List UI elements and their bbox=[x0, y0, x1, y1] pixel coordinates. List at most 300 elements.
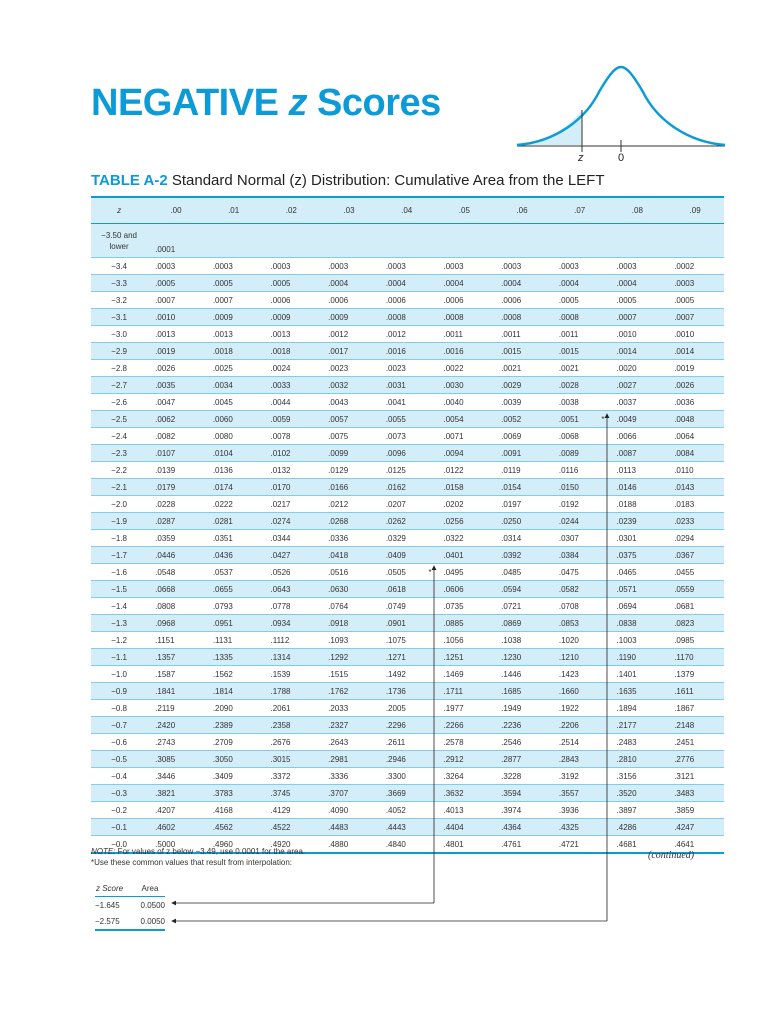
table-row bbox=[91, 649, 724, 666]
table-cell bbox=[205, 615, 263, 632]
table-cell bbox=[493, 360, 551, 377]
cell-value: .3015 bbox=[270, 754, 291, 764]
table-cell bbox=[205, 683, 263, 700]
cell-value: .0571 bbox=[616, 584, 637, 594]
cell-value: .0344 bbox=[270, 533, 291, 543]
cell-value: .4364 bbox=[501, 822, 522, 832]
cell-value: .4286 bbox=[616, 822, 637, 832]
zero-label: 0 bbox=[618, 152, 625, 164]
cell-value: .0427 bbox=[270, 550, 291, 560]
cell-value: .0007 bbox=[155, 295, 176, 305]
table-cell bbox=[436, 496, 494, 513]
table-cell bbox=[262, 479, 320, 496]
table-cell bbox=[147, 411, 205, 428]
cell-value: .3336 bbox=[328, 771, 349, 781]
table-cell bbox=[493, 666, 551, 683]
cell-value: .2743 bbox=[155, 737, 176, 747]
table-row bbox=[91, 615, 724, 632]
row-z: −2.0 bbox=[91, 496, 147, 513]
cell-value: .0064 bbox=[674, 431, 695, 441]
table-cell bbox=[147, 819, 205, 836]
cell-value: .0012 bbox=[328, 329, 349, 339]
row-z: −1.4 bbox=[91, 598, 147, 615]
cell-value: .0113 bbox=[616, 465, 636, 475]
table-cell bbox=[147, 547, 205, 564]
cell-value: .1587 bbox=[155, 669, 176, 679]
cell-value: .0132 bbox=[270, 465, 291, 475]
cell-value: .1151 bbox=[155, 635, 175, 645]
cell-value: .0089 bbox=[558, 448, 579, 458]
row-z: −2.8 bbox=[91, 360, 147, 377]
table-cell bbox=[262, 258, 320, 275]
table-cell bbox=[147, 309, 205, 326]
row-z: −2.6 bbox=[91, 394, 147, 411]
table-cell bbox=[205, 530, 263, 547]
cell-value: .2148 bbox=[674, 720, 695, 730]
table-row bbox=[91, 819, 724, 836]
table-cell bbox=[609, 411, 667, 428]
table-cell bbox=[436, 275, 494, 292]
table-cell bbox=[320, 360, 378, 377]
table-cell bbox=[205, 479, 263, 496]
table-cell bbox=[436, 343, 494, 360]
cell-value: .0062 bbox=[155, 414, 176, 424]
cell-value: .4562 bbox=[212, 822, 233, 832]
cell-value: .4090 bbox=[328, 805, 349, 815]
cell-value: .0233 bbox=[674, 516, 695, 526]
table-cell bbox=[666, 428, 724, 445]
table-cell bbox=[436, 751, 494, 768]
table-cell bbox=[436, 292, 494, 309]
cell-value: .0044 bbox=[270, 397, 291, 407]
table-cell bbox=[147, 734, 205, 751]
table-cell bbox=[320, 564, 378, 581]
cell-value: .0192 bbox=[558, 499, 579, 509]
cell-value: .0537 bbox=[212, 567, 233, 577]
cell-value: .1762 bbox=[328, 686, 349, 696]
cell-value: .0136 bbox=[212, 465, 233, 475]
table-row bbox=[91, 768, 724, 785]
table-cell bbox=[262, 683, 320, 700]
table-cell bbox=[378, 785, 436, 802]
row-z: −0.5 bbox=[91, 751, 147, 768]
table-cell bbox=[205, 700, 263, 717]
cell-value: .1611 bbox=[674, 686, 694, 696]
bell-curve bbox=[517, 67, 725, 145]
table-cell bbox=[378, 326, 436, 343]
row-z: −0.4 bbox=[91, 768, 147, 785]
cell-value: .2296 bbox=[385, 720, 406, 730]
cell-value: .0107 bbox=[155, 448, 176, 458]
cell-value: .3372 bbox=[270, 771, 291, 781]
row-z: −1.8 bbox=[91, 530, 147, 547]
table-cell bbox=[147, 394, 205, 411]
row-z: −0.2 bbox=[91, 802, 147, 819]
cell-value: .0003 bbox=[558, 261, 579, 271]
table-row bbox=[91, 513, 724, 530]
cell-value: .0082 bbox=[155, 431, 176, 441]
cell-value: .2236 bbox=[501, 720, 522, 730]
cell-value: .0465 bbox=[616, 567, 637, 577]
table-cell bbox=[609, 360, 667, 377]
cell-value: .0582 bbox=[558, 584, 579, 594]
table-cell bbox=[493, 785, 551, 802]
table-cell bbox=[436, 309, 494, 326]
table-cell bbox=[205, 785, 263, 802]
table-cell bbox=[609, 343, 667, 360]
cell-value: .0047 bbox=[155, 397, 176, 407]
table-cell bbox=[320, 428, 378, 445]
table-cell bbox=[609, 309, 667, 326]
header-col: .02 bbox=[262, 197, 320, 224]
table-cell bbox=[320, 445, 378, 462]
cell-value: .1292 bbox=[328, 652, 349, 662]
cell-value: .0080 bbox=[212, 431, 233, 441]
row-z: −0.8 bbox=[91, 700, 147, 717]
table-cell bbox=[320, 819, 378, 836]
table-cell bbox=[147, 292, 205, 309]
cell-value: .1038 bbox=[501, 635, 522, 645]
interp-z: −1.645 bbox=[95, 900, 120, 910]
left-tail-shaded-area bbox=[525, 110, 582, 145]
table-cell bbox=[320, 683, 378, 700]
table-cell bbox=[262, 445, 320, 462]
cell-value: .4052 bbox=[385, 805, 406, 815]
table-cell bbox=[320, 394, 378, 411]
table-cell bbox=[147, 496, 205, 513]
table-cell bbox=[205, 632, 263, 649]
table-cell bbox=[378, 615, 436, 632]
table-cell bbox=[378, 717, 436, 734]
table-cell bbox=[262, 411, 320, 428]
table-cell-empty bbox=[262, 224, 320, 258]
table-cell bbox=[551, 258, 609, 275]
table-cell bbox=[666, 292, 724, 309]
table-cell bbox=[320, 734, 378, 751]
table-cell bbox=[147, 462, 205, 479]
cell-value: .2514 bbox=[558, 737, 579, 747]
cell-value: .0006 bbox=[270, 295, 291, 305]
interp-z: −2.575 bbox=[95, 913, 141, 930]
table-cell bbox=[320, 649, 378, 666]
table-cell bbox=[551, 343, 609, 360]
table-cell bbox=[320, 462, 378, 479]
row-z-line1: −3.50 and bbox=[101, 230, 137, 240]
table-cell bbox=[666, 666, 724, 683]
cell-value: .0006 bbox=[328, 295, 349, 305]
cell-value: .2266 bbox=[443, 720, 464, 730]
cell-value: .0212 bbox=[328, 499, 349, 509]
table-row bbox=[91, 479, 724, 496]
table-cell bbox=[320, 326, 378, 343]
table-cell bbox=[666, 513, 724, 530]
cell-value: .0274 bbox=[270, 516, 291, 526]
cell-value: .1446 bbox=[501, 669, 522, 679]
table-note: NOTE: For values of z below −3.49, use 0.0001 for the area. *Use these common values that result from interpolation: bbox=[91, 847, 306, 867]
cell-value: .0013 bbox=[212, 329, 233, 339]
table-cell bbox=[378, 700, 436, 717]
cell-value: .0262 bbox=[385, 516, 406, 526]
cell-value: .0455 bbox=[674, 567, 695, 577]
cell-value: .1492 bbox=[385, 669, 406, 679]
table-cell bbox=[205, 581, 263, 598]
cell-value: .1562 bbox=[212, 669, 233, 679]
cell-value: .0268 bbox=[328, 516, 349, 526]
table-cell bbox=[378, 649, 436, 666]
cell-value: .0125 bbox=[385, 465, 406, 475]
page-title: NEGATIVE z Scores bbox=[91, 82, 441, 124]
table-cell bbox=[551, 411, 609, 428]
table-cell bbox=[320, 768, 378, 785]
cell-value: .0078 bbox=[270, 431, 291, 441]
cell-value: .0985 bbox=[674, 635, 695, 645]
table-row bbox=[91, 411, 724, 428]
table-cell bbox=[493, 394, 551, 411]
header-col: .06 bbox=[493, 197, 551, 224]
cell-value: .0005 bbox=[674, 295, 695, 305]
cell-value: .4522 bbox=[270, 822, 291, 832]
table-cell bbox=[147, 700, 205, 717]
cell-value: .0003 bbox=[212, 261, 233, 271]
cell-value: .3936 bbox=[558, 805, 579, 815]
cell-value: .0087 bbox=[616, 448, 637, 458]
cell-value: .0016 bbox=[385, 346, 406, 356]
table-cell bbox=[436, 462, 494, 479]
cell-value: .0009 bbox=[212, 312, 233, 322]
table-cell bbox=[205, 751, 263, 768]
cell-value: .3300 bbox=[385, 771, 406, 781]
table-cell bbox=[205, 564, 263, 581]
cell-value: .3594 bbox=[501, 788, 522, 798]
cell-value: .0158 bbox=[443, 482, 464, 492]
cell-value: .0030 bbox=[443, 380, 464, 390]
cell-value: .0606 bbox=[443, 584, 464, 594]
cell-value: .0392 bbox=[501, 550, 522, 560]
cell-value: .0014 bbox=[616, 346, 637, 356]
table-cell bbox=[551, 275, 609, 292]
table-cell bbox=[551, 462, 609, 479]
table-cell bbox=[436, 547, 494, 564]
cell-value: .0008 bbox=[558, 312, 579, 322]
cell-value: .4840 bbox=[385, 839, 406, 849]
table-cell bbox=[320, 598, 378, 615]
cell-value: .2451 bbox=[674, 737, 695, 747]
table-cell-empty bbox=[320, 224, 378, 258]
cell-value: .0010 bbox=[616, 329, 637, 339]
cell-value: .2676 bbox=[270, 737, 291, 747]
cell-value: .4960 bbox=[212, 839, 233, 849]
table-cell bbox=[262, 581, 320, 598]
cell-value: .3409 bbox=[212, 771, 233, 781]
cell-value: .0009 bbox=[328, 312, 349, 322]
table-cell bbox=[551, 530, 609, 547]
table-cell bbox=[493, 411, 551, 428]
table-cell bbox=[666, 258, 724, 275]
cell-value: .0516 bbox=[328, 567, 349, 577]
cell-value: .0630 bbox=[328, 584, 349, 594]
table-cell bbox=[378, 751, 436, 768]
table-cell bbox=[378, 632, 436, 649]
cell-value: .1210 bbox=[558, 652, 579, 662]
interp-row bbox=[95, 897, 165, 914]
table-row bbox=[91, 309, 724, 326]
table-cell bbox=[436, 377, 494, 394]
table-cell bbox=[493, 683, 551, 700]
table-cell bbox=[147, 275, 205, 292]
table-cell bbox=[320, 717, 378, 734]
cell-value: .1814 bbox=[212, 686, 233, 696]
cell-value: .1379 bbox=[674, 669, 695, 679]
table-cell bbox=[378, 394, 436, 411]
table-caption: TABLE A-2 Standard Normal (z) Distribution: Cumulative Area from the LEFT bbox=[91, 172, 605, 189]
cell-value: .0183 bbox=[674, 499, 695, 509]
cell-value: .0059 bbox=[270, 414, 291, 424]
cell-value: .0239 bbox=[616, 516, 637, 526]
cell-value: .4013 bbox=[443, 805, 464, 815]
table-cell bbox=[147, 513, 205, 530]
cell-value: .0008 bbox=[501, 312, 522, 322]
table-cell bbox=[378, 377, 436, 394]
cell-value: .1539 bbox=[270, 669, 291, 679]
table-cell bbox=[262, 768, 320, 785]
table-row bbox=[91, 581, 724, 598]
cell-value: .0091 bbox=[501, 448, 522, 458]
cell-value: .4641 bbox=[674, 839, 695, 849]
cell-value: .0013 bbox=[155, 329, 176, 339]
table-cell bbox=[436, 581, 494, 598]
table-cell bbox=[493, 819, 551, 836]
cell-value: .1635 bbox=[616, 686, 637, 696]
table-cell bbox=[436, 700, 494, 717]
table-cell bbox=[436, 615, 494, 632]
table-cell bbox=[205, 547, 263, 564]
table-cell bbox=[493, 377, 551, 394]
table-cell bbox=[205, 377, 263, 394]
table-cell bbox=[493, 564, 551, 581]
cell-value: .0436 bbox=[212, 550, 233, 560]
cell-value: .0004 bbox=[501, 278, 522, 288]
cell-value: .0043 bbox=[328, 397, 349, 407]
cell-value: .0023 bbox=[385, 363, 406, 373]
cell-value: .0359 bbox=[155, 533, 176, 543]
row-z: −2.5 bbox=[91, 411, 147, 428]
table-cell bbox=[205, 462, 263, 479]
table-cell bbox=[666, 377, 724, 394]
cell-value: .4168 bbox=[212, 805, 233, 815]
cell-value: .0256 bbox=[443, 516, 464, 526]
cell-value: .0174 bbox=[212, 482, 233, 492]
row-z: −2.3 bbox=[91, 445, 147, 462]
cell-value: .0367 bbox=[674, 550, 695, 560]
table-row bbox=[91, 734, 724, 751]
interpolation-star: * bbox=[601, 414, 605, 424]
cell-value: .0006 bbox=[501, 295, 522, 305]
interp-row bbox=[95, 913, 165, 930]
table-cell bbox=[205, 666, 263, 683]
row-z: −2.1 bbox=[91, 479, 147, 496]
cell-value: .0102 bbox=[270, 448, 291, 458]
cell-value: .0039 bbox=[501, 397, 522, 407]
table-cell bbox=[320, 785, 378, 802]
table-cell-empty bbox=[378, 224, 436, 258]
table-cell bbox=[551, 309, 609, 326]
cell-value: .0735 bbox=[443, 601, 464, 611]
table-cell bbox=[147, 802, 205, 819]
table-cell bbox=[147, 530, 205, 547]
cell-value: .0869 bbox=[501, 618, 522, 628]
cell-value: .4247 bbox=[674, 822, 695, 832]
table-row bbox=[91, 632, 724, 649]
cell-value: .0048 bbox=[674, 414, 695, 424]
table-cell bbox=[436, 666, 494, 683]
cell-value: .0026 bbox=[674, 380, 695, 390]
table-cell bbox=[147, 666, 205, 683]
cell-value: .0006 bbox=[385, 295, 406, 305]
table-cell bbox=[551, 598, 609, 615]
table-cell bbox=[205, 734, 263, 751]
cell-value: .0301 bbox=[616, 533, 637, 543]
cell-value: .0004 bbox=[328, 278, 349, 288]
table-cell bbox=[551, 819, 609, 836]
table-cell bbox=[205, 360, 263, 377]
table-cell bbox=[493, 700, 551, 717]
table-cell bbox=[147, 581, 205, 598]
cell-value: .0505 bbox=[385, 567, 406, 577]
cell-value: .2810 bbox=[616, 754, 637, 764]
row-z: −0.9 bbox=[91, 683, 147, 700]
table-cell bbox=[262, 700, 320, 717]
cell-value: .4602 bbox=[155, 822, 176, 832]
cell-value: .2033 bbox=[328, 703, 349, 713]
table-row bbox=[91, 564, 724, 581]
cell-value: .0110 bbox=[674, 465, 694, 475]
row-z: −0.7 bbox=[91, 717, 147, 734]
cell-value: .0918 bbox=[328, 618, 349, 628]
table-cell bbox=[666, 445, 724, 462]
cell-value: .0017 bbox=[328, 346, 349, 356]
table-cell bbox=[378, 258, 436, 275]
table-cell bbox=[262, 785, 320, 802]
cell-value: .3121 bbox=[674, 771, 695, 781]
table-cell bbox=[551, 394, 609, 411]
cell-value: .0495 bbox=[443, 567, 464, 577]
cell-value: .0885 bbox=[443, 618, 464, 628]
table-cell bbox=[493, 275, 551, 292]
cell-value: .3974 bbox=[501, 805, 522, 815]
table-cell bbox=[551, 768, 609, 785]
table-cell bbox=[436, 445, 494, 462]
table-cell bbox=[320, 496, 378, 513]
table-cell bbox=[205, 292, 263, 309]
table-cell bbox=[320, 275, 378, 292]
cell-value: .0222 bbox=[212, 499, 233, 509]
table-cell bbox=[436, 513, 494, 530]
table-cell bbox=[262, 326, 320, 343]
header-z-score: z Score bbox=[95, 880, 141, 897]
cell-value: .0375 bbox=[616, 550, 637, 560]
table-cell-empty bbox=[551, 224, 609, 258]
cell-value: .0548 bbox=[155, 567, 176, 577]
table-cell bbox=[320, 513, 378, 530]
cell-value: .2206 bbox=[558, 720, 579, 730]
cell-value: .0069 bbox=[501, 431, 522, 441]
table-cell bbox=[493, 751, 551, 768]
table-cell bbox=[609, 785, 667, 802]
cell-value: .0003 bbox=[155, 261, 176, 271]
row-z: −1.3 bbox=[91, 615, 147, 632]
header-col: .04 bbox=[378, 197, 436, 224]
table-cell bbox=[551, 326, 609, 343]
